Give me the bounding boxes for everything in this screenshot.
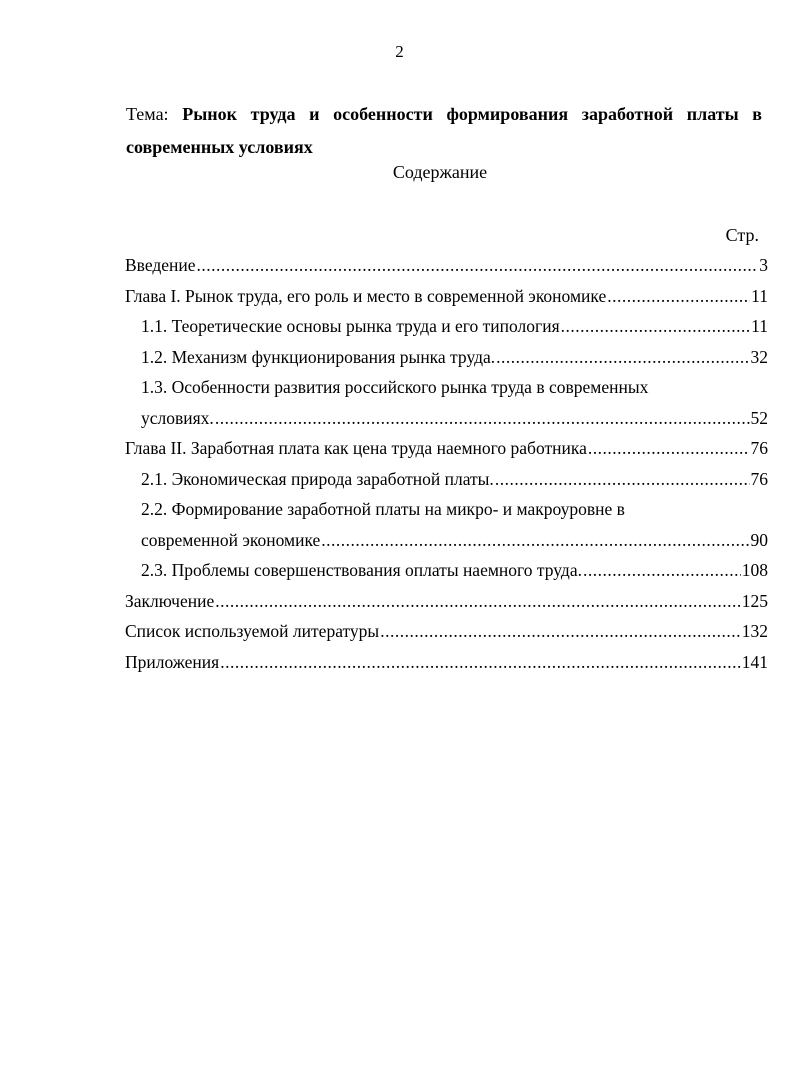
topic-heading <box>126 98 762 164</box>
toc-row-introduction: Введение ..... 3 <box>125 255 768 286</box>
toc-row-section-1-1: 1.1. Теоретические основы рынка труда и его типология ..... 11 <box>125 316 768 347</box>
toc-row-section-2-2-cont: современной экономике ..... 90 <box>125 530 768 561</box>
topic-title: Рынок труда и особенности формирования заработной платы в современных условиях <box>126 104 763 157</box>
toc-row-conclusion: Заключение ..... 125 <box>125 591 768 622</box>
contents-title: Содержание <box>392 162 488 182</box>
page-column-label: Стр. <box>725 225 759 245</box>
toc-row-section-2-2: 2.2. Формирование заработной платы на микро- и макроуровне в <box>141 499 625 519</box>
page-number: 2 <box>395 42 404 61</box>
toc-row-chapter-2: Глава II. Заработная плата как цена труда наемного работника ..... 76 <box>125 438 768 469</box>
toc-row-chapter-1: Глава I. Рынок труда, его роль и место в современной экономике ..... 11 <box>125 286 768 317</box>
topic-label: Тема: <box>126 104 169 124</box>
toc-row-section-2-1: 2.1. Экономическая природа заработной платы. ..... 76 <box>125 469 768 500</box>
toc-row-references: Список используемой литературы ..... 132 <box>125 621 768 652</box>
toc-row-section-1-3: 1.3. Особенности развития российского рынка труда в современных <box>141 377 649 397</box>
table-of-contents <box>125 255 768 682</box>
toc-row-appendices: Приложения ..... 141 <box>125 652 768 683</box>
toc-row-section-1-3-cont: условиях. ..... 52 <box>125 408 768 439</box>
toc-row-section-2-3: 2.3. Проблемы совершенствования оплаты наемного труда. ..... 108 <box>125 560 768 591</box>
toc-row-section-1-2: 1.2. Механизм функционирования рынка труда. ..... 32 <box>125 347 768 378</box>
